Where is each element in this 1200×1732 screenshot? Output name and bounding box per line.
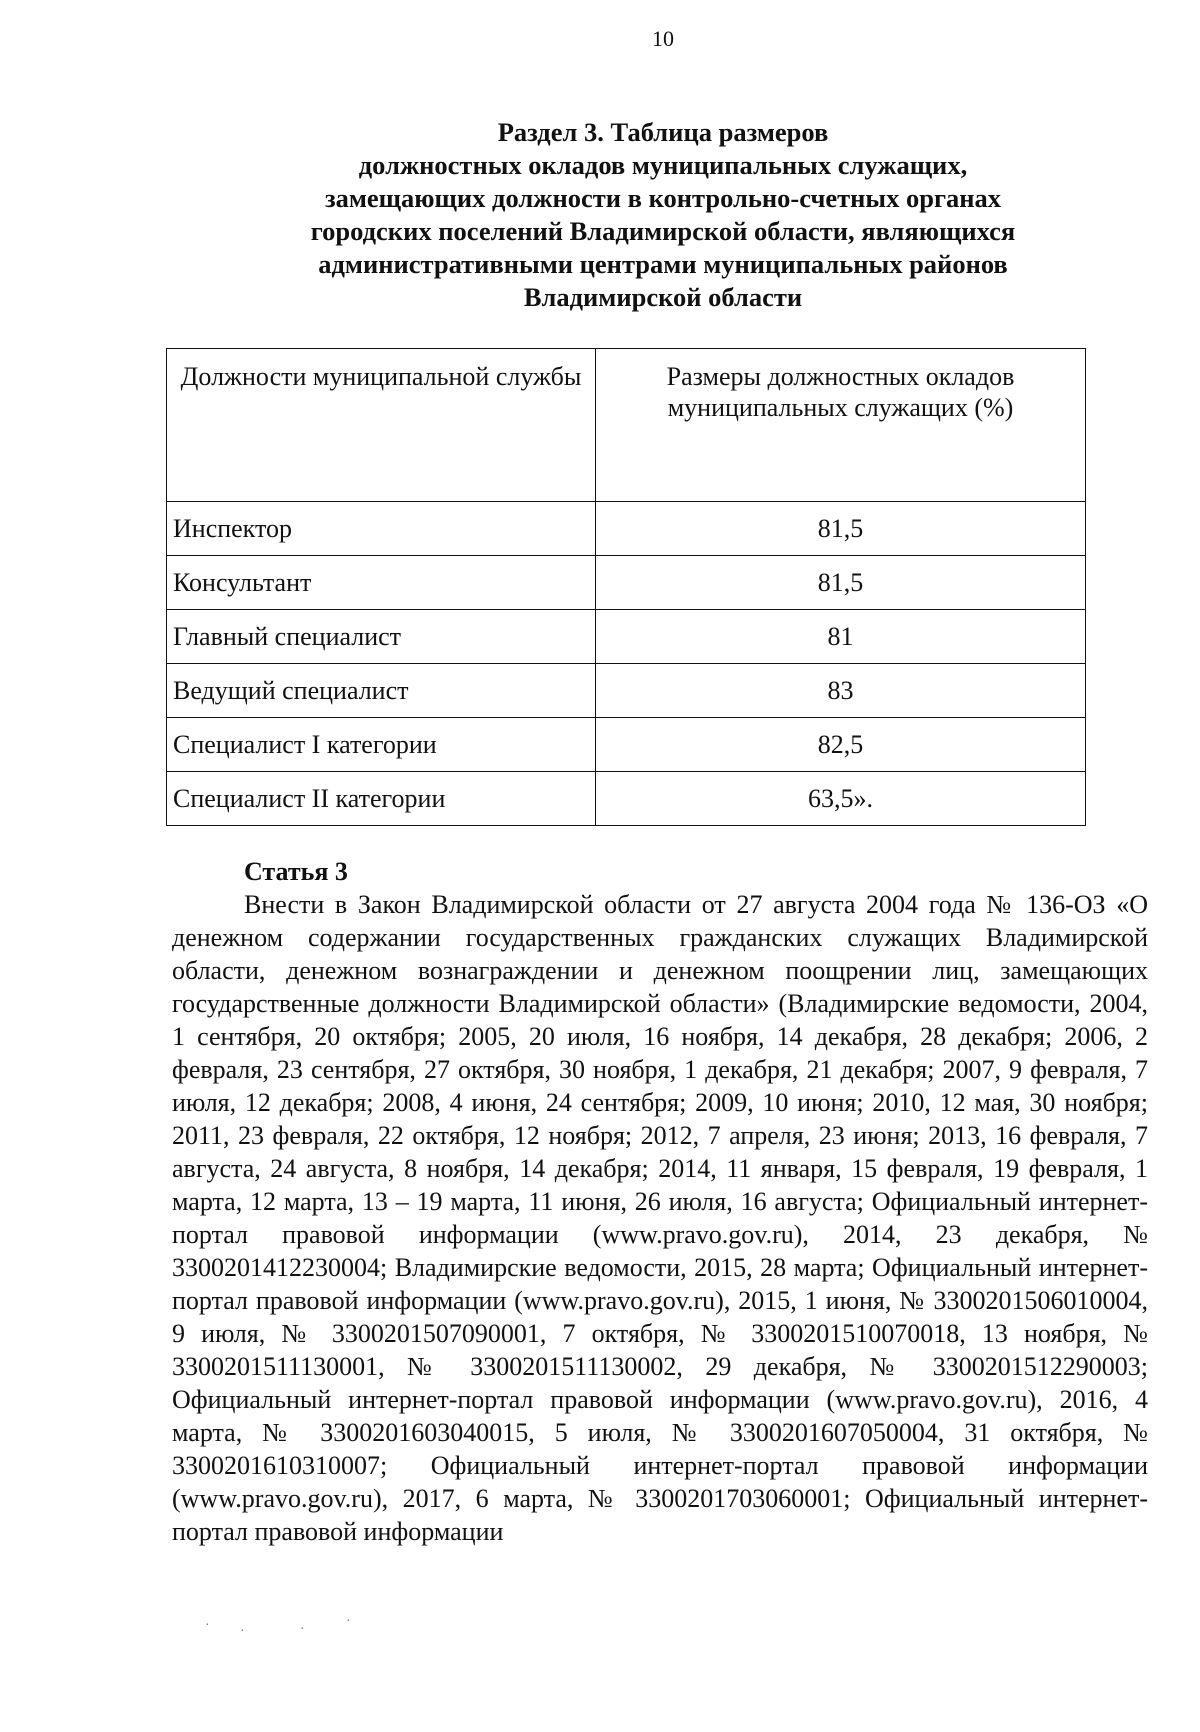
scan-speck: · — [240, 1624, 245, 1639]
cell-position: Инспектор — [167, 502, 596, 556]
salary-table — [166, 348, 1086, 826]
cell-value: 81,5 — [596, 502, 1086, 556]
section-title-line: замещающих должности в контрольно-счетных органах — [324, 183, 1002, 213]
table-row — [167, 664, 1086, 718]
header-salary: Размеры должностных окладов муниципальных служащих (%) — [596, 349, 1086, 502]
article — [172, 855, 1148, 1548]
cell-value: 63,5». — [596, 772, 1086, 826]
cell-position: Специалист I категории — [167, 718, 596, 772]
cell-value: 81,5 — [596, 556, 1086, 610]
table-row — [167, 772, 1086, 826]
cell-value: 81 — [596, 610, 1086, 664]
section-title — [170, 116, 1156, 314]
article-title: Статья 3 — [244, 857, 348, 886]
cell-value: 82,5 — [596, 718, 1086, 772]
section-title-line: Владимирской области — [523, 282, 803, 312]
section-title-line: административными центрами муниципальных районов — [318, 249, 1008, 279]
cell-position: Главный специалист — [167, 610, 596, 664]
cell-position: Специалист II категории — [167, 772, 596, 826]
table-row — [167, 556, 1086, 610]
article-body: Внести в Закон Владимирской области от 27 августа 2004 года № 136-ОЗ «О денежном содержании государственных гражданских служащих Владимирской области, денежном вознаграждении и денежном поощрении лиц, замещающих государственные должности Владимирской области» (Владимирские ведомости, 2004, 1 сентября, 20 октября; 2005, 20 июля, 16 ноября, 14 декабря, 28 декабря; 2006, 2 февраля, 23 сентября, 27 октября, 30 ноября, 1 декабря, 21 декабря; 2007, 9 февраля, 7 июля, 12 декабря; 2008, 4 июня, 24 сентября; 2009, 10 июня; 2010, 12 мая, 30 ноября; 2011, 23 февраля, 22 октября, 12 ноября; 2012, 7 апреля, 23 июня; 2013, 16 февраля, 7 августа, 24 августа, 8 ноября, 14 декабря; 2014, 11 января, 15 февраля, 19 февраля, 1 марта, 12 марта, 13 – 19 марта, 11 июня, 26 июля, 16 августа; Официальный интернет-портал правовой информации (www.pravo.gov.ru), 2014, 23 декабря, № 3300201412230004; Владимирские ведомости, 2015, 28 марта; Официальный интернет-портал правовой информации (www.pravo.gov.ru), 2015, 1 июня, № 3300201506010004, 9 июля, № 3300201507090001, 7 октября, № 3300201510070018, 13 ноября, № 3300201511130001, № 3300201511130002, 29 декабря, № 3300201512290003; Официальный интернет-портал правовой информации (www.pravo.gov.ru), 2016, 4 марта, № 3300201603040015, 5 июля, № 3300201607050004, 31 октября, № 3300201610310007; Официальный интернет-портал правовой информации (www.pravo.gov.ru), 2017, 6 марта, № 3300201703060001; Официальный интернет-портал правовой информации — [172, 890, 1148, 1546]
scan-speck: · — [300, 1622, 305, 1637]
scan-speck: · — [205, 1618, 210, 1633]
table-row — [167, 610, 1086, 664]
table-header-row — [167, 349, 1086, 502]
cell-position: Консультант — [167, 556, 596, 610]
table-row — [167, 502, 1086, 556]
section-title-line: должностных окладов муниципальных служащих, — [358, 150, 968, 180]
table-row — [167, 718, 1086, 772]
cell-value: 83 — [596, 664, 1086, 718]
header-position: Должности муниципальной службы — [167, 349, 596, 502]
section-title-line: городских поселений Владимирской области, являющихся — [310, 216, 1016, 246]
cell-position: Ведущий специалист — [167, 664, 596, 718]
section-title-line: Раздел 3. Таблица размеров — [497, 117, 829, 147]
scan-speck: · — [346, 1614, 351, 1629]
page-number: 10 — [652, 26, 674, 51]
